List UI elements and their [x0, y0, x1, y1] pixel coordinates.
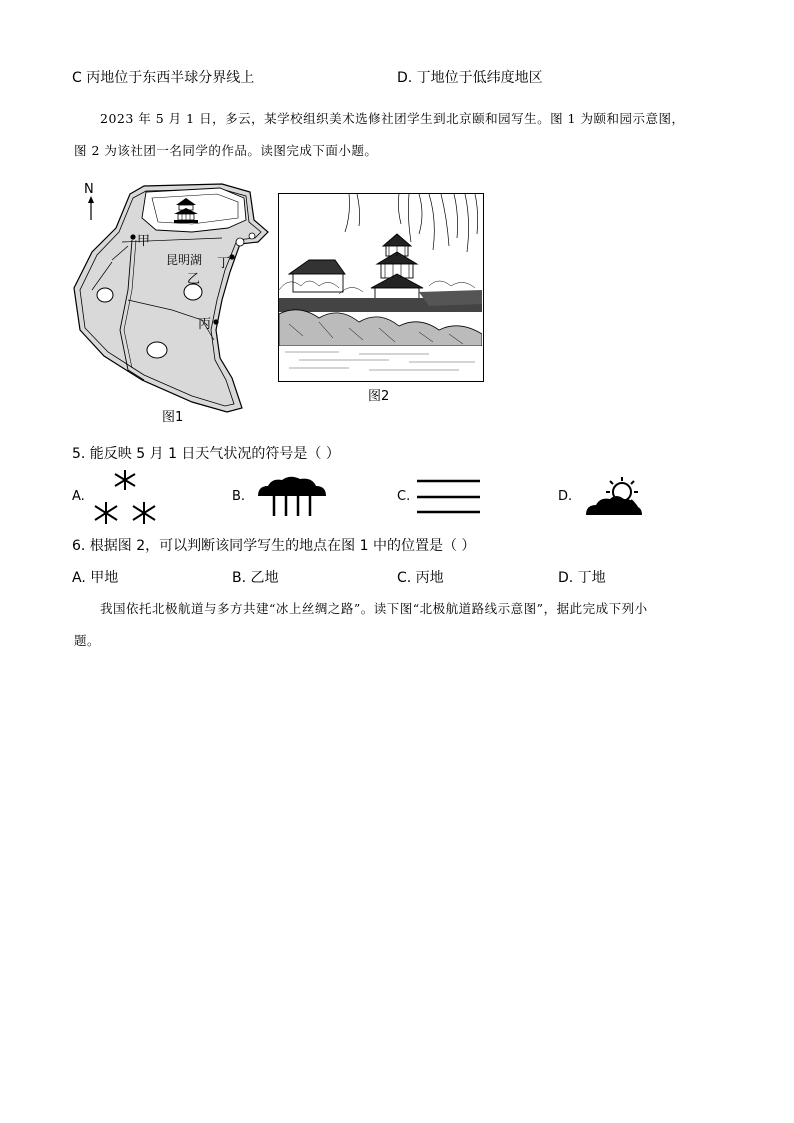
q5-option-a-label: A.: [72, 489, 85, 504]
point-ding-label: 丁: [217, 256, 231, 271]
q6-option-b: B. 乙地: [232, 570, 279, 586]
question-5-stem: 5. 能反映 5 月 1 日天气状况的符号是（ ）: [72, 446, 340, 462]
q5-option-c-label: C.: [397, 489, 411, 504]
intro-line-2: 图 2 为该社团一名同学的作品。读图完成下面小题。: [74, 143, 378, 158]
figure-2-sketch: [278, 193, 484, 382]
north-label: N: [84, 182, 94, 197]
question-6-stem: 6. 根据图 2，可以判断该同学写生的地点在图 1 中的位置是（ ）: [72, 538, 476, 554]
lake-label: 昆明湖: [166, 253, 203, 267]
option-c-previous: C 丙地位于东西半球分界线上: [72, 70, 255, 86]
figure-1-map: [72, 180, 272, 425]
point-yi-label: 乙: [187, 272, 201, 287]
next-intro-line-2: 题。: [74, 633, 101, 648]
next-intro-line-1: 我国依托北极航道与多方共建“冰上丝绸之路”。读下图“北极航道路线示意图”，据此完成下列小: [100, 601, 648, 616]
q5-option-d-label: D.: [558, 489, 573, 504]
rain-cloud-icon: [256, 476, 328, 518]
figure-2-caption: 图2: [368, 389, 390, 404]
q6-option-c: C. 丙地: [397, 570, 444, 586]
point-bing-label: 丙: [198, 317, 212, 332]
intro-line-1: 2023 年 5 月 1 日，多云，某学校组织美术选修社团学生到北京颐和园写生。图 1 为颐和园示意图，: [100, 111, 685, 126]
point-jia-label: 甲: [137, 234, 151, 249]
q5-option-b-label: B.: [232, 489, 246, 504]
q6-option-a: A. 甲地: [72, 570, 119, 586]
fog-icon: [416, 477, 482, 517]
q6-option-d: D. 丁地: [558, 570, 606, 586]
figure-1-caption: 图1: [162, 410, 184, 425]
snow-icon: [90, 468, 160, 528]
partly-cloudy-icon: [584, 477, 644, 517]
option-d-previous: D. 丁地位于低纬度地区: [397, 70, 543, 86]
